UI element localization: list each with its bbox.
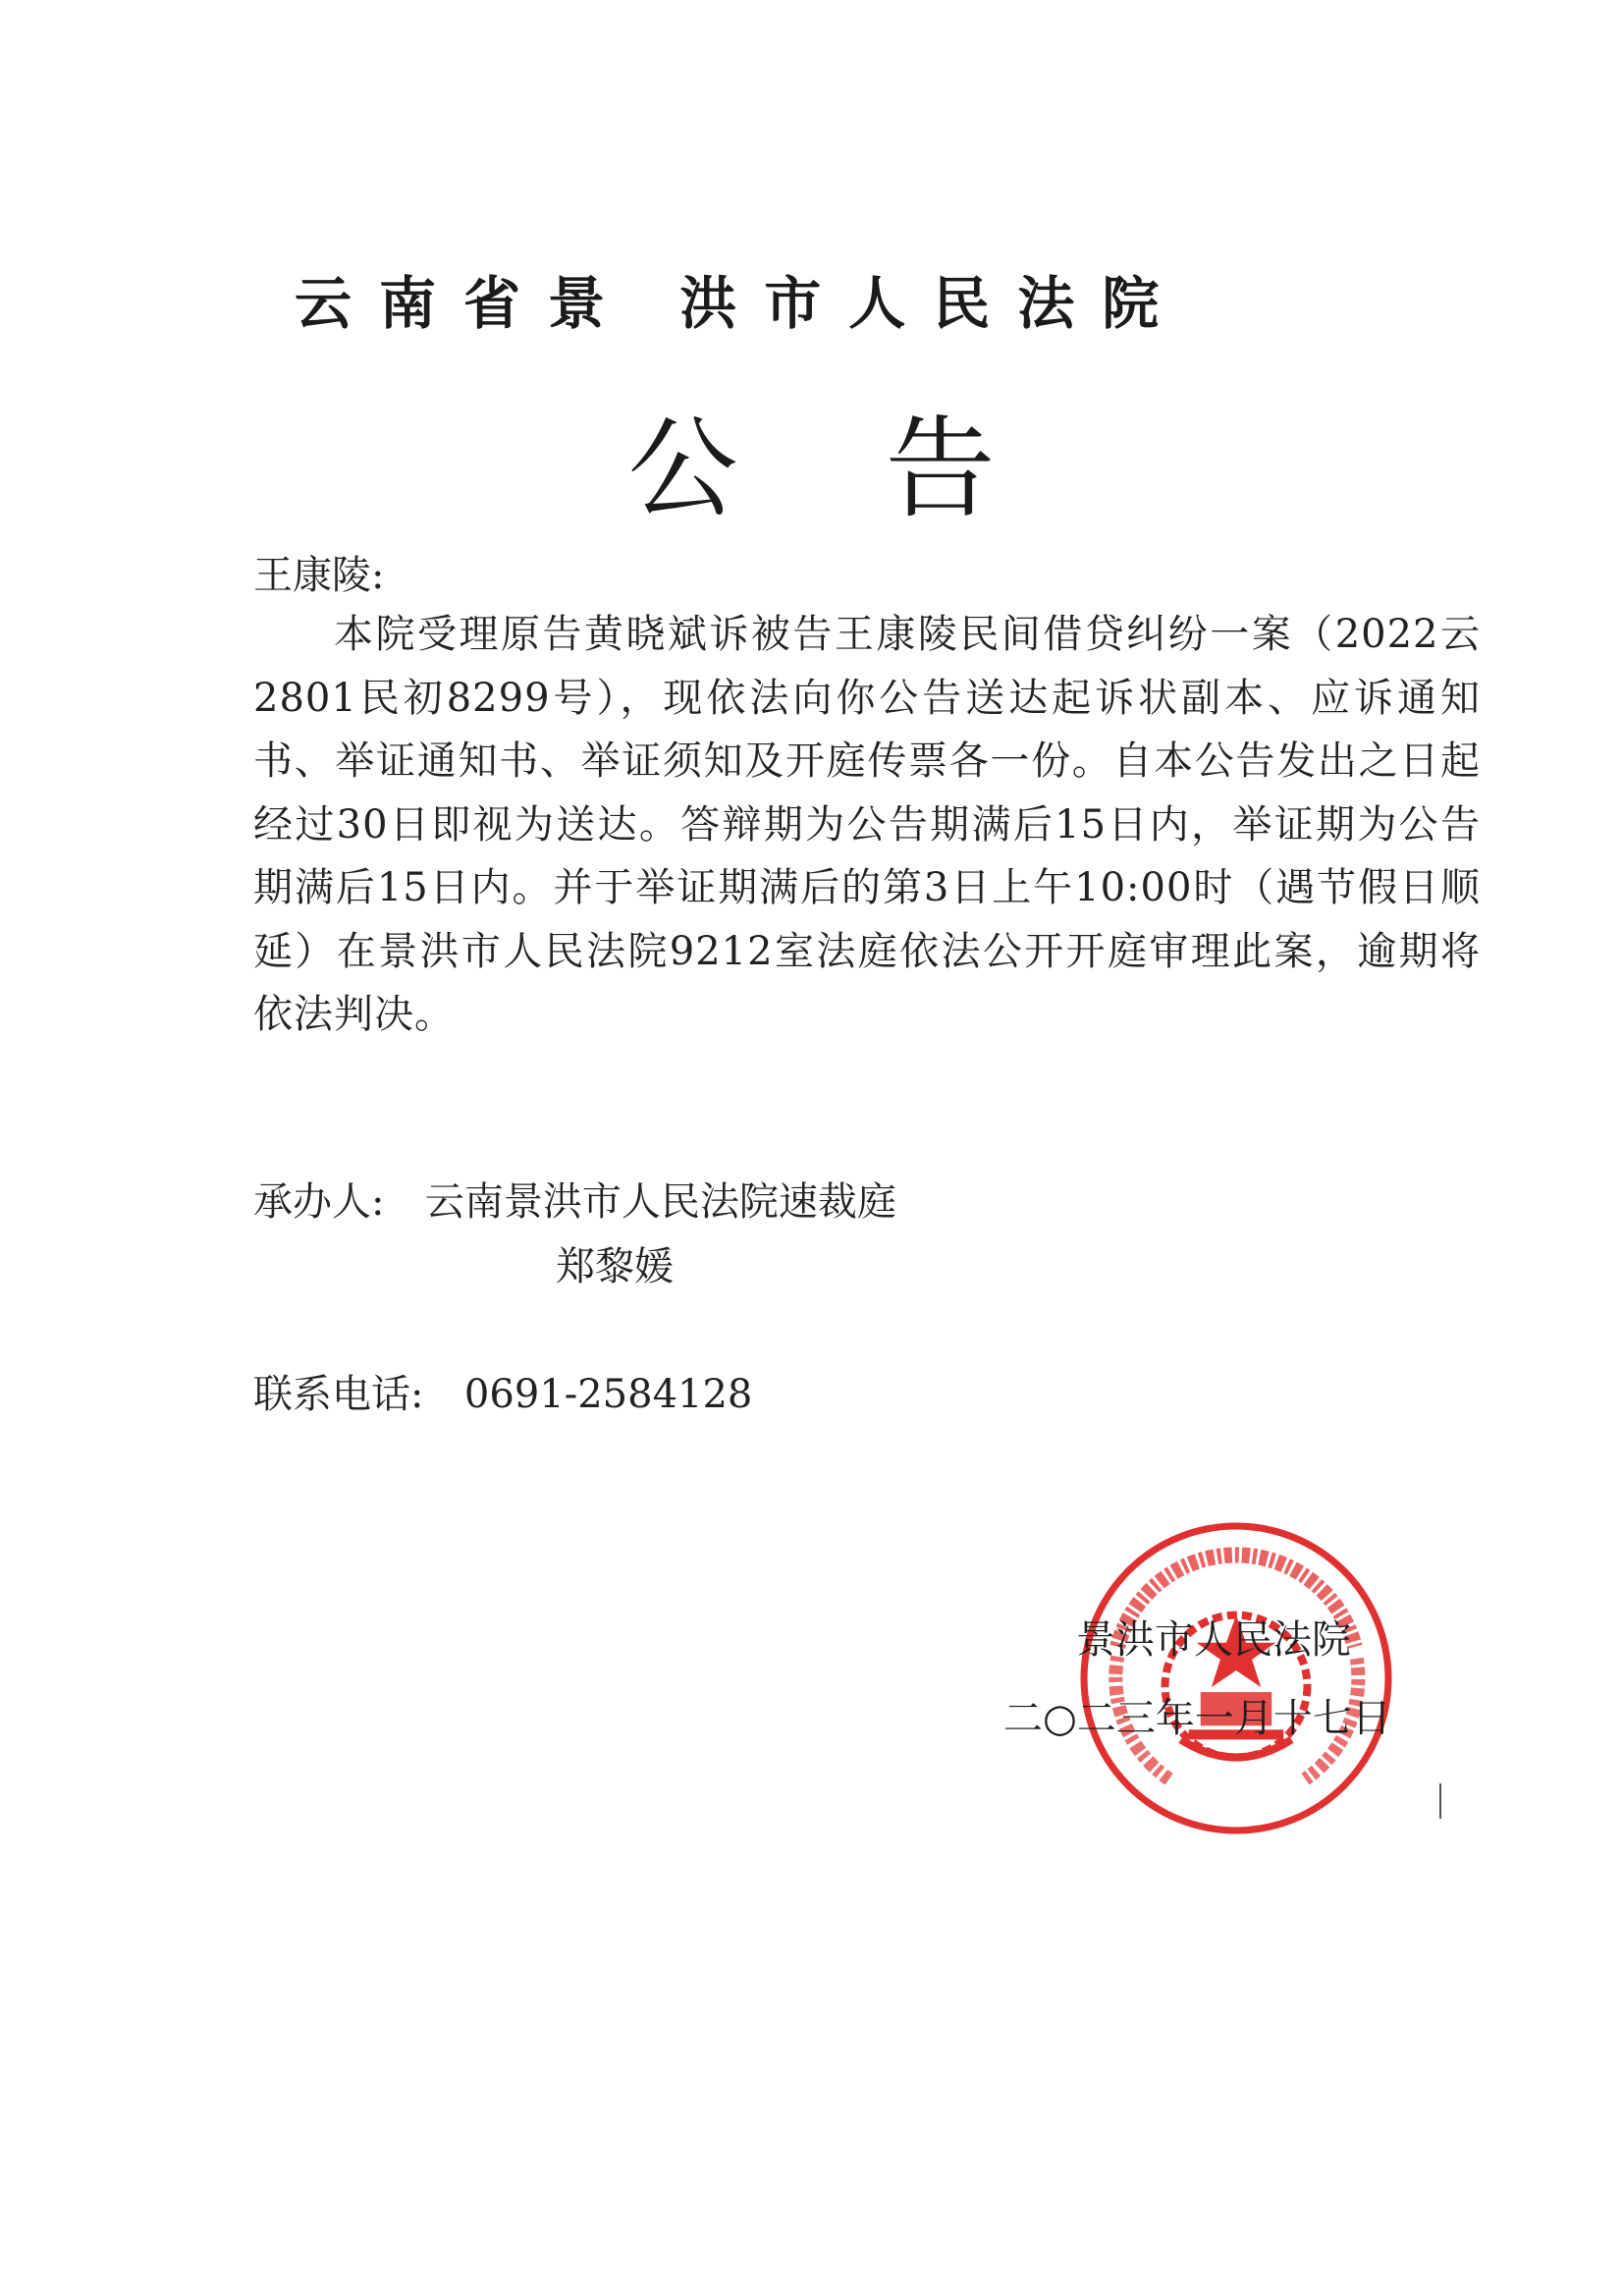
contact-phone: 0691-2584128 — [463, 1372, 753, 1417]
contact-label: 联系电话: — [253, 1372, 424, 1417]
court-seal-icon — [1078, 1520, 1394, 1836]
court-name-heading: 云南省景 洪市人民法院 — [295, 270, 1187, 337]
handler-row — [253, 1171, 896, 1227]
notice-title: 公告 — [627, 406, 1143, 533]
seal-outer-ring — [1084, 1526, 1388, 1831]
notice-body: 本院受理原告黄晓斌诉被告王康陵民间借贷纠纷一案（2022云2801民初8299号），现依法向你公告送达起诉状副本、应诉通知书、举证通知书、举证须知及开庭传票各一份。自本公告发出之日起经过30日即视为送达。答辩期为公告期满后15日内，举证期为公告期满后15日内。并于举证期满后的第3日上午10:00时（遇节假日顺延）在景洪市人民法院9212室法庭依法公开开庭审理此案，逾期将依法判决。 — [253, 612, 1481, 1037]
signature-court: 景洪市人民法院 — [1076, 1617, 1351, 1663]
handler-person: 郑黎媛 — [556, 1244, 674, 1289]
handler-department: 云南景洪市人民法院速裁庭 — [424, 1179, 896, 1225]
contact-row — [253, 1363, 752, 1419]
signature-date: 二○二三年一月十七日 — [1003, 1696, 1391, 1741]
addressee: 王康陵: — [253, 553, 385, 598]
handler-label: 承办人: — [253, 1179, 385, 1225]
margin-mark — [1439, 1783, 1441, 1819]
